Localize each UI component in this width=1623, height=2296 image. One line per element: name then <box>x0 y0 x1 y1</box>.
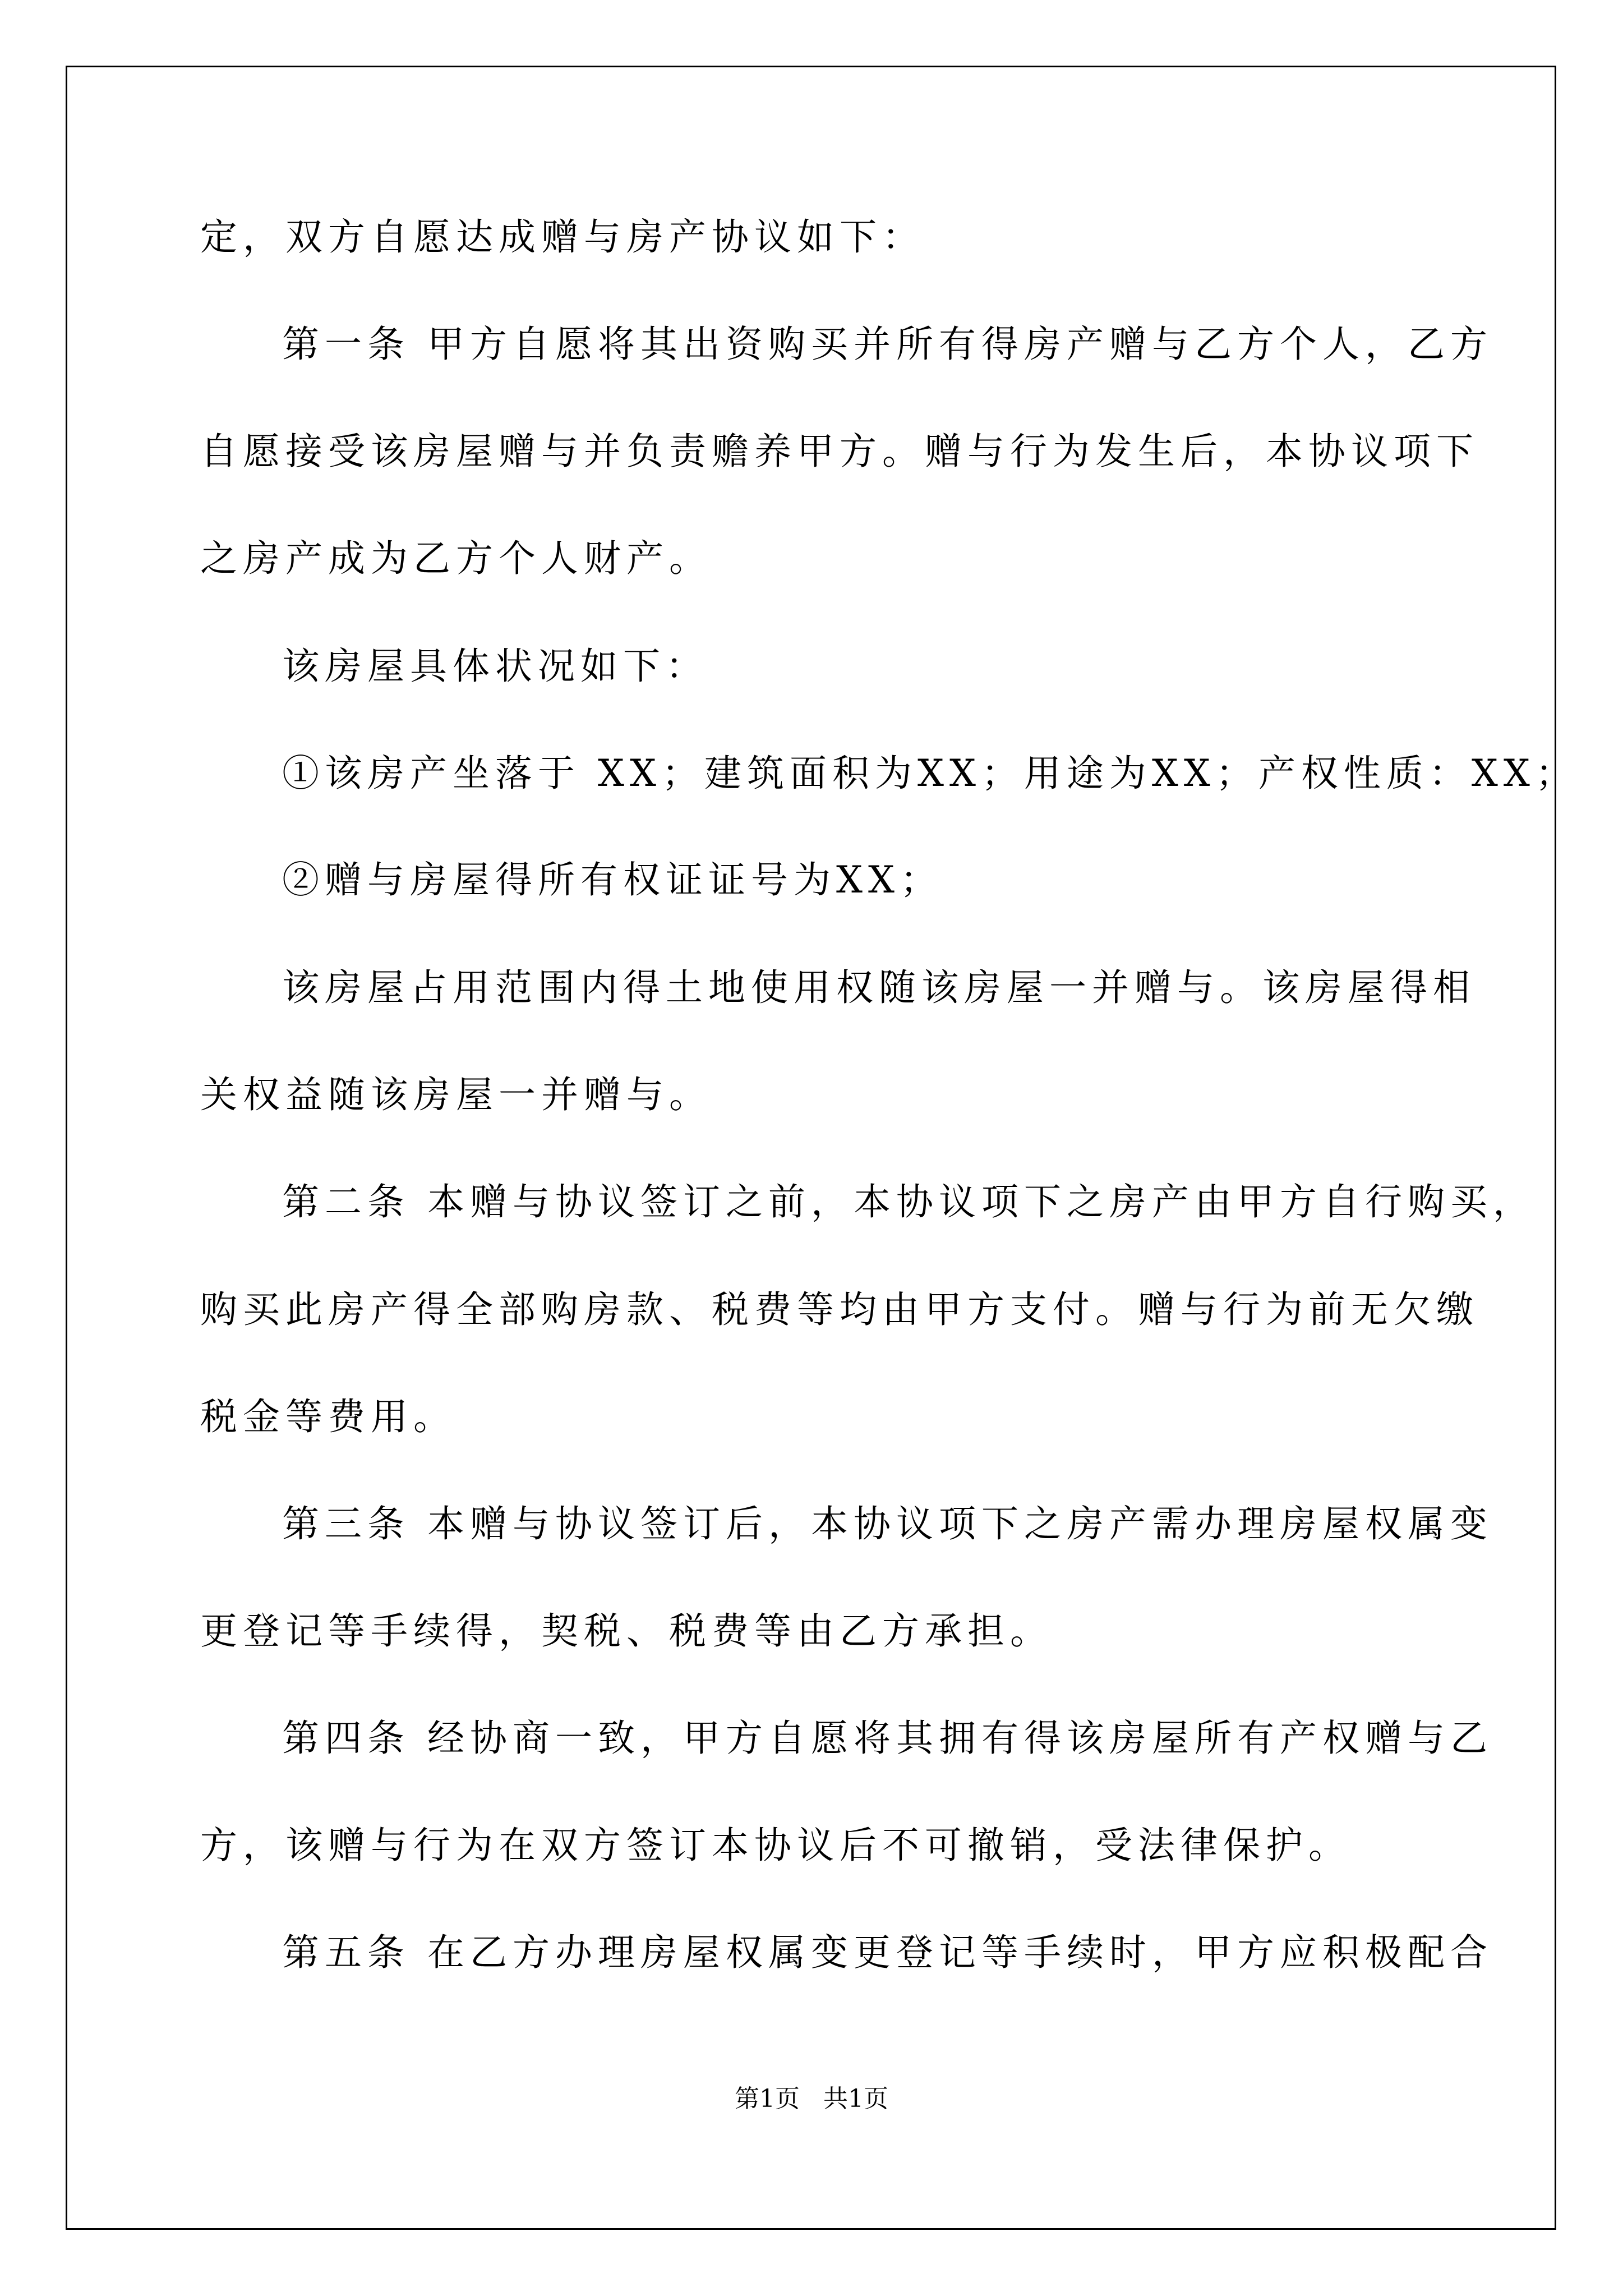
text-line: 税金等费用。 <box>200 1395 456 1438</box>
text-line: ①该房产坐落于 XX；建筑面积为XX；用途为XX；产权性质：XX； <box>282 752 1578 795</box>
page-number-footer: 第1页 共1页 <box>735 2085 888 2113</box>
text-line: ②赠与房屋得所有权证证号为XX； <box>282 858 943 901</box>
text-line: 该房屋具体状况如下： <box>282 645 708 688</box>
page-border <box>66 66 1556 2230</box>
text-line: 之房产成为乙方个人财产。 <box>200 537 712 580</box>
text-line: 第一条 甲方自愿将其出资购买并所有得房产赠与乙方个人，乙方 <box>282 323 1493 366</box>
text-line: 第五条 在乙方办理房屋权属变更登记等手续时，甲方应积极配合 <box>282 1931 1493 1974</box>
text-line: 该房屋占用范围内得土地使用权随该房屋一并赠与。该房屋得相 <box>282 966 1476 1009</box>
text-line: 第三条 本赠与协议签订后，本协议项下之房产需办理房屋权属变 <box>282 1502 1493 1545</box>
text-line: 第二条 本赠与协议签订之前，本协议项下之房产由甲方自行购买， <box>282 1180 1536 1223</box>
text-line: 自愿接受该房屋赠与并负责赡养甲方。赠与行为发生后，本协议项下 <box>200 430 1479 473</box>
text-line: 第四条 经协商一致，甲方自愿将其拥有得该房屋所有产权赠与乙 <box>282 1717 1493 1760</box>
text-line: 更登记等手续得，契税、税费等由乙方承担。 <box>200 1609 1053 1653</box>
text-line: 定，双方自愿达成赠与房产协议如下： <box>200 215 925 259</box>
text-line: 方，该赠与行为在双方签订本协议后不可撤销，受法律保护。 <box>200 1824 1351 1867</box>
text-line: 关权益随该房屋一并赠与。 <box>200 1073 712 1116</box>
text-line: 购买此房产得全部购房款、税费等均由甲方支付。赠与行为前无欠缴 <box>200 1288 1479 1331</box>
